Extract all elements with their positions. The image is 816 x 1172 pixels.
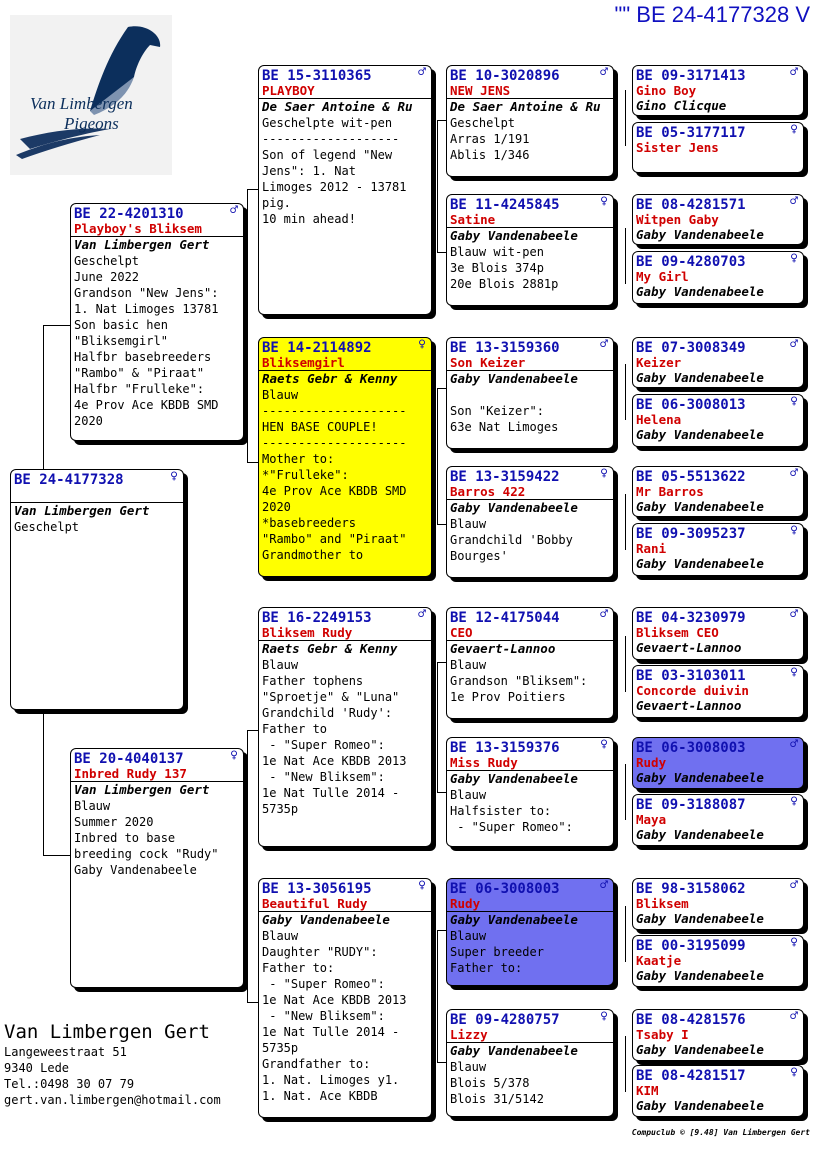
female-icon: ♀ bbox=[790, 794, 798, 809]
breeder-name: Gaby Vandenabeele bbox=[450, 771, 578, 786]
male-icon: ♂ bbox=[790, 466, 798, 481]
female-icon: ♀ bbox=[790, 122, 798, 137]
ring-number: BE 09-3171413 ♂ bbox=[636, 65, 798, 84]
connector bbox=[437, 1062, 446, 1063]
male-icon: ♂ bbox=[600, 65, 608, 80]
ring-number: BE 13-3056195 ♀ bbox=[262, 878, 426, 897]
pigeon-card-g4[interactable] bbox=[632, 251, 804, 304]
male-icon: ♂ bbox=[600, 337, 608, 352]
breeder-name: Gaby Vandenabeele bbox=[636, 1042, 764, 1057]
breeder-name: Gaby Vandenabeele bbox=[636, 556, 764, 571]
pigeon-name: My Girl bbox=[636, 269, 689, 284]
pigeon-info: Geschelpt June 2022 Grandson "New Jens": 1. Nat Limoges 13781 Son basic hen "Bliksemgirl" Halfbr basebreeders "Rambo" & "Piraat" Halfbr "Frulleke": 4e Prov Ace KBDB SMD 2020 bbox=[74, 254, 219, 428]
logo-text-2: Pigeons bbox=[64, 114, 119, 133]
male-icon: ♂ bbox=[790, 194, 798, 209]
breeder-name: Gaby Vandenabeele bbox=[636, 370, 764, 385]
connector bbox=[247, 189, 248, 462]
pigeon-card-mother[interactable] bbox=[70, 748, 244, 988]
female-icon: ♀ bbox=[790, 523, 798, 538]
connector bbox=[247, 730, 248, 1002]
ring-number: BE 07-3008349 ♂ bbox=[636, 337, 798, 356]
pigeon-card-g13[interactable] bbox=[632, 878, 804, 930]
connector bbox=[437, 388, 446, 389]
ring-number: BE 13-3159360 ♂ bbox=[450, 337, 608, 356]
pigeon-name: Concorde duivin bbox=[636, 683, 749, 698]
ring-number: BE 00-3195099 ♀ bbox=[636, 935, 798, 954]
pigeon-name: Sister Jens bbox=[636, 140, 719, 155]
pigeon-name: KIM bbox=[636, 1083, 659, 1098]
header-quote: "" bbox=[614, 2, 631, 27]
pigeon-card-g6[interactable] bbox=[632, 394, 804, 447]
ring-number: BE 10-3020896 ♂ bbox=[450, 65, 608, 84]
ring-number: BE 08-4281517 ♀ bbox=[636, 1065, 798, 1084]
female-icon: ♀ bbox=[790, 251, 798, 266]
pigeon-card-g14[interactable] bbox=[632, 935, 804, 987]
pigeon-name: Bliksem CEO bbox=[636, 625, 719, 640]
connector bbox=[43, 325, 44, 470]
female-icon: ♀ bbox=[600, 466, 608, 481]
pigeon-name: Bliksem bbox=[636, 896, 689, 911]
ring-number: BE 05-5513622 ♂ bbox=[636, 466, 798, 485]
breeder-name: Gino Clicque bbox=[636, 98, 727, 113]
ring-number: BE 16-2249153 ♂ bbox=[262, 607, 426, 626]
ring-number: BE 11-4245845 ♀ bbox=[450, 194, 608, 213]
breeder-name: Van Limbergen Gert bbox=[74, 237, 210, 252]
ring-number: BE 13-3159422 ♀ bbox=[450, 466, 608, 485]
connector bbox=[437, 930, 438, 1062]
ring-number: BE 13-3159376 ♀ bbox=[450, 737, 608, 756]
pigeon-card-g8[interactable] bbox=[632, 523, 804, 576]
connector bbox=[625, 764, 626, 820]
ring-number: BE 05-3177117 ♀ bbox=[636, 122, 798, 141]
ring-number: BE 03-3103011 ♀ bbox=[636, 665, 798, 684]
pigeon-info: Blauw wit-pen 3e Blois 374p 20e Blois 2881p bbox=[450, 245, 559, 291]
pigeon-name: Helena bbox=[636, 412, 682, 427]
male-icon: ♂ bbox=[600, 878, 608, 893]
male-icon: ♂ bbox=[418, 607, 426, 622]
owner-city: 9340 Lede bbox=[4, 1061, 70, 1075]
breeder-name: Gaby Vandenabeele bbox=[450, 912, 578, 927]
connector bbox=[247, 189, 258, 190]
female-icon: ♀ bbox=[790, 665, 798, 680]
pigeon-card-g1[interactable] bbox=[632, 65, 804, 116]
pigeon-card-mm[interactable] bbox=[258, 878, 432, 1118]
ring-number: BE 08-4281571 ♂ bbox=[636, 194, 798, 213]
pigeon-name: Beautiful Rudy bbox=[259, 897, 431, 912]
male-icon: ♂ bbox=[790, 878, 798, 893]
pigeon-name: Witpen Gaby bbox=[636, 212, 719, 227]
ring-number: BE 22-4201310 ♂ bbox=[74, 203, 238, 222]
pigeon-name: Playboy's Bliksem bbox=[71, 222, 243, 237]
pigeon-info: Geschelpte wit-pen ------------------- Son of legend "New Jens": 1. Nat Limoges 2012 - 13781 pig. 10 min ahead! bbox=[262, 116, 407, 226]
connector bbox=[437, 388, 438, 524]
pigeon-info: Blauw Blois 5/378 Blois 31/5142 bbox=[450, 1060, 544, 1106]
pigeon-card-mfm[interactable] bbox=[446, 737, 614, 847]
owner-phone: Tel.:0498 30 07 79 bbox=[4, 1077, 135, 1091]
ring-number: BE 06-3008003 ♂ bbox=[450, 878, 608, 897]
ring-number: BE 04-3230979 ♂ bbox=[636, 607, 798, 626]
female-icon: ♀ bbox=[790, 394, 798, 409]
connector bbox=[437, 662, 446, 663]
breeder-name: Van Limbergen Gert bbox=[14, 503, 150, 518]
connector bbox=[625, 636, 626, 692]
pigeon-card-g12[interactable] bbox=[632, 794, 804, 846]
pigeon-card-g10[interactable] bbox=[632, 665, 804, 718]
pigeon-card-mf[interactable] bbox=[258, 607, 432, 847]
male-icon: ♂ bbox=[790, 607, 798, 622]
connector bbox=[43, 712, 44, 855]
connector bbox=[437, 662, 438, 792]
ring-number: BE 09-3095237 ♀ bbox=[636, 523, 798, 542]
pigeon-name: Son Keizer bbox=[447, 356, 613, 371]
breeder-name: Gevaert-Lannoo bbox=[636, 698, 742, 713]
footer-credit: Compuclub © [9.48] Van Limbergen Gert bbox=[631, 1128, 810, 1137]
female-icon: ♀ bbox=[418, 878, 426, 893]
pigeon-name: Kaatje bbox=[636, 953, 682, 968]
pigeon-info: Blauw Grandson "Bliksem": 1e Prov Poitiers bbox=[450, 658, 588, 704]
breeder-name: De Saer Antoine & Ru bbox=[450, 99, 601, 114]
owner-name: Van Limbergen Gert bbox=[4, 1021, 210, 1043]
breeder-name: Raets Gebr & Kenny bbox=[262, 641, 398, 656]
ring-number: BE 06-3008003 ♂ bbox=[636, 737, 798, 756]
pigeon-name: CEO bbox=[447, 626, 613, 641]
breeder-name: Gevaert-Lannoo bbox=[450, 641, 556, 656]
pigeon-info: Geschelpt bbox=[14, 520, 80, 534]
connector bbox=[625, 90, 626, 146]
pigeon-name: Rani bbox=[636, 541, 667, 556]
male-icon: ♂ bbox=[790, 1009, 798, 1024]
connector bbox=[247, 730, 258, 731]
female-icon: ♀ bbox=[600, 194, 608, 209]
breeder-name: Van Limbergen Gert bbox=[74, 782, 210, 797]
owner-email[interactable]: gert.van.limbergen@hotmail.com bbox=[4, 1093, 221, 1107]
pigeon-card-fff[interactable] bbox=[446, 65, 614, 177]
pigeon-card-mmf[interactable] bbox=[446, 878, 614, 986]
male-icon: ♂ bbox=[230, 203, 238, 218]
pigeon-name: Bliksem Rudy bbox=[259, 626, 431, 641]
breeder-name: Gaby Vandenabeele bbox=[450, 228, 578, 243]
connector bbox=[43, 855, 71, 856]
male-icon: ♂ bbox=[790, 65, 798, 80]
breeder-name: Gaby Vandenabeele bbox=[450, 500, 578, 515]
breeder-name: Gaby Vandenabeele bbox=[636, 427, 764, 442]
pigeon-name: Barros 422 bbox=[447, 485, 613, 500]
connector bbox=[437, 120, 446, 121]
connector bbox=[625, 1036, 626, 1092]
male-icon: ♂ bbox=[600, 607, 608, 622]
connector bbox=[437, 930, 446, 931]
pedigree-header bbox=[615, 2, 810, 28]
ring-number: BE 09-4280757 ♀ bbox=[450, 1009, 608, 1028]
ring-number: BE 14-2114892 ♀ bbox=[262, 337, 426, 356]
pigeon-card-fmm[interactable] bbox=[446, 466, 614, 578]
pigeon-card-mmm[interactable] bbox=[446, 1009, 614, 1117]
pigeon-info: Son "Keizer": 63e Nat Limoges bbox=[450, 404, 559, 434]
pigeon-name: Lizzy bbox=[447, 1028, 613, 1043]
connector bbox=[625, 364, 626, 420]
pigeon-name: NEW JENS bbox=[447, 84, 613, 99]
owner-street: Langeweestraat 51 bbox=[4, 1045, 127, 1059]
pigeon-card-ff[interactable] bbox=[258, 65, 432, 315]
female-icon: ♀ bbox=[230, 748, 238, 763]
pigeon-info: Blauw Daughter "RUDY": Father to: - "Super Romeo": 1e Nat Ace KBDB 2013 - "New Bliksem": 1e Nat Tulle 2014 - 5735p Grandfather to: 1. Nat. Limoges y1. 1. Nat. Ace KBDB bbox=[262, 929, 407, 1103]
breeder-name: De Saer Antoine & Ru bbox=[262, 99, 413, 114]
female-icon: ♀ bbox=[600, 1009, 608, 1024]
pigeon-logo-icon bbox=[10, 15, 172, 175]
pigeon-info: Blauw Halfsister to: - "Super Romeo": bbox=[450, 788, 573, 834]
female-icon: ♀ bbox=[170, 469, 178, 484]
female-icon: ♀ bbox=[790, 1065, 798, 1080]
ring-number: BE 09-4280703 ♀ bbox=[636, 251, 798, 270]
ring-number: BE 98-3158062 ♂ bbox=[636, 878, 798, 897]
pigeon-name: Mr Barros bbox=[636, 484, 704, 499]
pigeon-name: Rudy bbox=[447, 897, 613, 912]
pigeon-card-mff[interactable] bbox=[446, 607, 614, 719]
pigeon-name: Bliksemgirl bbox=[259, 356, 431, 371]
pigeon-name: Miss Rudy bbox=[447, 756, 613, 771]
pigeon-card-father[interactable] bbox=[70, 203, 244, 441]
breeder-name: Gaby Vandenabeele bbox=[262, 912, 390, 927]
owner-block bbox=[4, 1020, 221, 1108]
pigeon-info: Blauw Grandchild 'Bobby Bourges' bbox=[450, 517, 573, 563]
pigeon-card-fmf[interactable] bbox=[446, 337, 614, 449]
pigeon-name bbox=[11, 488, 183, 503]
connector bbox=[247, 462, 258, 463]
pigeon-info: Blauw -------------------- HEN BASE COUPLE! -------------------- Mother to: *"Frulleke": 4e Prov Ace KBDB SMD 2020 *basebreeders "Rambo" and "Piraat" Grandmother to bbox=[262, 388, 407, 562]
ring-number: BE 15-3110365 ♂ bbox=[262, 65, 426, 84]
connector bbox=[437, 524, 446, 525]
pigeon-card-g16[interactable] bbox=[632, 1065, 804, 1117]
logo bbox=[10, 15, 172, 175]
pigeon-card-subject[interactable] bbox=[10, 469, 184, 710]
pigeon-card-g9[interactable] bbox=[632, 607, 804, 660]
breeder-name: Gevaert-Lannoo bbox=[636, 640, 742, 655]
female-icon: ♀ bbox=[418, 337, 426, 352]
pigeon-card-g3[interactable] bbox=[632, 194, 804, 245]
female-icon: ♀ bbox=[600, 737, 608, 752]
female-icon: ♀ bbox=[790, 935, 798, 950]
breeder-name: Raets Gebr & Kenny bbox=[262, 371, 398, 386]
connector bbox=[625, 906, 626, 962]
breeder-name: Gaby Vandenabeele bbox=[636, 1098, 764, 1113]
connector bbox=[43, 325, 71, 326]
pigeon-name: Inbred Rudy 137 bbox=[71, 767, 243, 782]
connector bbox=[247, 1002, 258, 1003]
breeder-name: Gaby Vandenabeele bbox=[636, 827, 764, 842]
connector bbox=[437, 252, 446, 253]
pigeon-name: Tsaby I bbox=[636, 1027, 689, 1042]
breeder-name: Gaby Vandenabeele bbox=[636, 968, 764, 983]
ring-number: BE 20-4040137 ♀ bbox=[74, 748, 238, 767]
male-icon: ♂ bbox=[418, 65, 426, 80]
pigeon-name: Rudy bbox=[636, 755, 667, 770]
male-icon: ♂ bbox=[790, 337, 798, 352]
pigeon-card-fm[interactable] bbox=[258, 337, 432, 577]
ring-number: BE 24-4177328 ♀ bbox=[14, 469, 178, 488]
logo-text-1: Van Limbergen bbox=[30, 94, 133, 113]
pigeon-info: Blauw Super breeder Father to: bbox=[450, 929, 544, 975]
pigeon-name: Satine bbox=[447, 213, 613, 228]
ring-number: BE 09-3188087 ♀ bbox=[636, 794, 798, 813]
connector bbox=[437, 120, 438, 252]
pigeon-info: Blauw Father tophens "Sproetje" & "Luna" Grandchild 'Rudy': Father to - "Super Romeo": 1e Nat Ace KBDB 2013 - "New Bliksem": 1e Nat Tulle 2014 - 5735p bbox=[262, 658, 407, 816]
pigeon-name: PLAYBOY bbox=[259, 84, 431, 99]
pigeon-info: Geschelpt Arras 1/191 Ablis 1/346 bbox=[450, 116, 530, 162]
header-ring: BE 24-4177328 V bbox=[636, 2, 810, 27]
breeder-name: Gaby Vandenabeele bbox=[636, 499, 764, 514]
pigeon-name: Gino Boy bbox=[636, 83, 697, 98]
pigeon-card-g7[interactable] bbox=[632, 466, 804, 517]
pigeon-info: Blauw Summer 2020 Inbred to base breeding cock "Rudy" Gaby Vandenabeele bbox=[74, 799, 219, 877]
breeder-name: Gaby Vandenabeele bbox=[636, 284, 764, 299]
breeder-name: Gaby Vandenabeele bbox=[450, 371, 578, 386]
breeder-name: Gaby Vandenabeele bbox=[450, 1043, 578, 1058]
connector bbox=[437, 792, 446, 793]
pigeon-card-g5[interactable] bbox=[632, 337, 804, 388]
connector bbox=[625, 228, 626, 284]
connector bbox=[625, 494, 626, 550]
pigeon-card-g11[interactable] bbox=[632, 737, 804, 789]
ring-number: BE 08-4281576 ♂ bbox=[636, 1009, 798, 1028]
breeder-name: Gaby Vandenabeele bbox=[636, 770, 764, 785]
pigeon-card-g15[interactable] bbox=[632, 1009, 804, 1061]
male-icon: ♂ bbox=[790, 737, 798, 752]
breeder-name: Gaby Vandenabeele bbox=[636, 227, 764, 242]
pigeon-name: Keizer bbox=[636, 355, 682, 370]
pigeon-card-g2[interactable] bbox=[632, 122, 804, 173]
ring-number: BE 06-3008013 ♀ bbox=[636, 394, 798, 413]
pigeon-name: Maya bbox=[636, 812, 667, 827]
ring-number: BE 12-4175044 ♂ bbox=[450, 607, 608, 626]
breeder-name: Gaby Vandenabeele bbox=[636, 911, 764, 926]
pigeon-card-ffm[interactable] bbox=[446, 194, 614, 306]
